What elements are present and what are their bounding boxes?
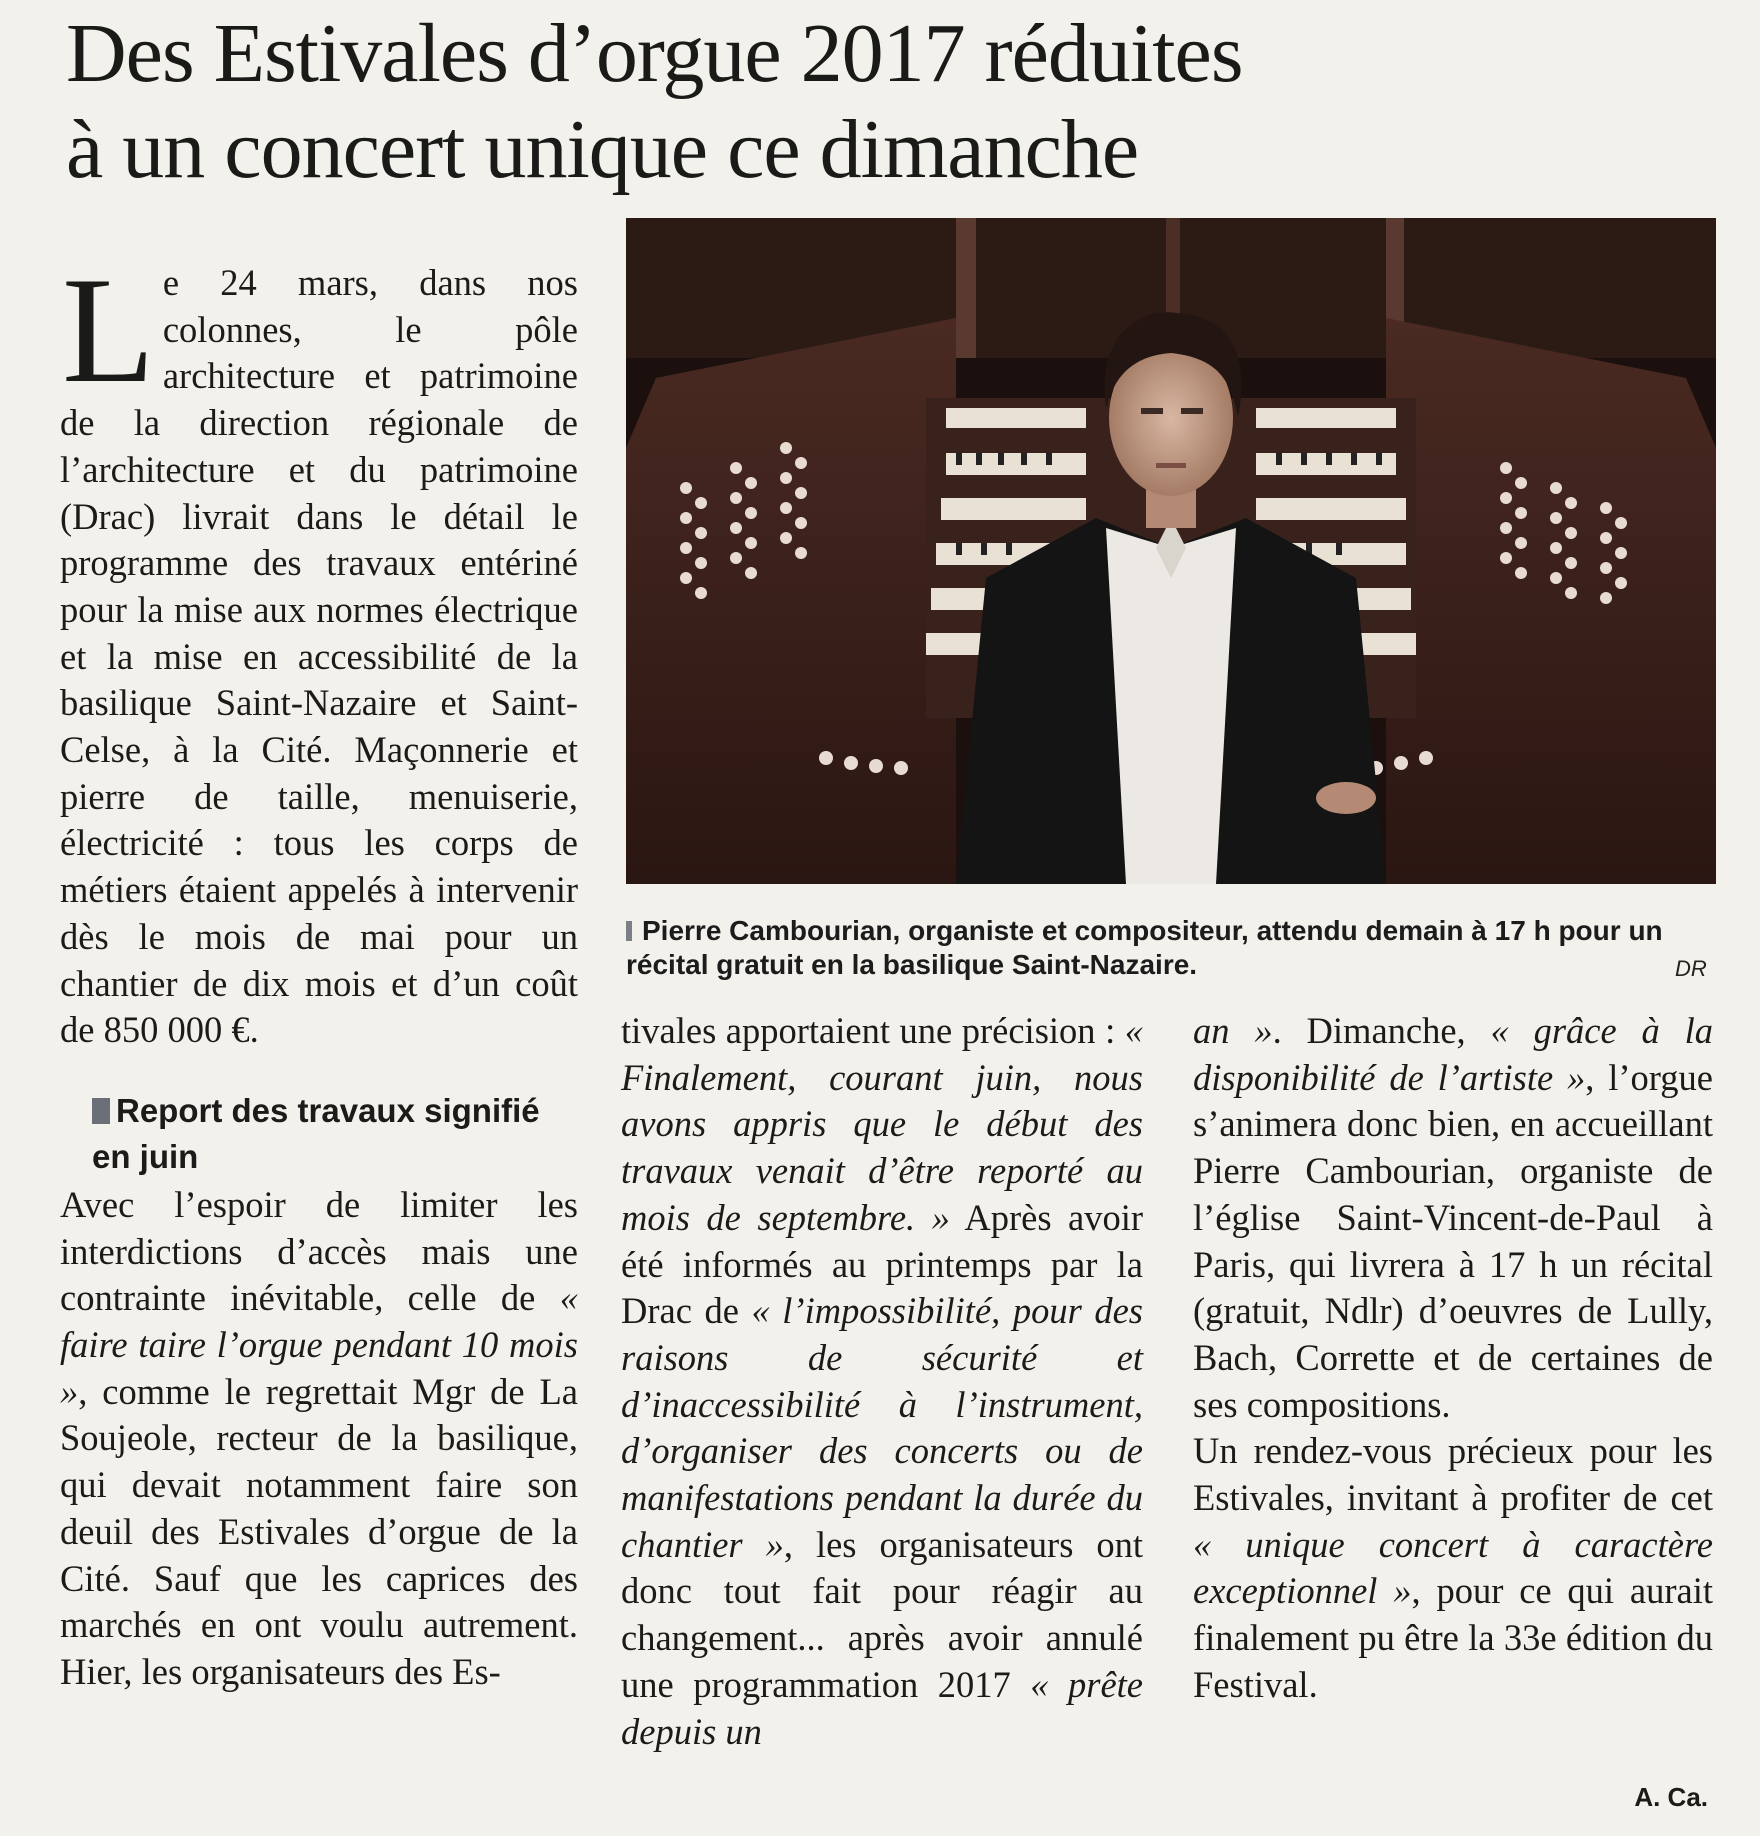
intro-text: e 24 mars, dans nos colonnes, le pôle architecture et patrimoine de la direction régionale de l’architecture et du patrimoine (Drac) livrait dans le détail le programme des travaux entériné pour la mise aux normes électrique et la mise en accessibilité de la basilique Saint-Nazaire et Saint-Celse, à la Cité. Maçonnerie et pierre de taille, menuiserie, électricité : tous les corps de métiers étaient appelés à intervenir dès le mois de mai pour un chantier de dix mois et d’un coût de 850 000 €. <box>60 262 578 1051</box>
headline <box>66 6 1666 198</box>
text-run: , comme le regrettait Mgr de La Soujeole, recteur de la basilique, qui devait notamment faire son deuil des Estivales d’orgue de la Cité. Sauf que les caprices des marchés en ont voulu autrement. Hier, les organisateurs des Es- <box>60 1370 578 1692</box>
paragraph-4 <box>1193 1008 1713 1428</box>
column-3 <box>1193 1008 1713 1709</box>
text-run: , pour ce qui aurait finalement pu être la 33e édition du Festival. <box>1193 1570 1713 1705</box>
quote: « grâce à la disponibilité de l’artiste » <box>1193 1010 1714 1098</box>
quote: « l’impossibilité, pour des raisons de sécurité et d’inaccessibilité à l’instrument, d’organiser des concerts ou de manifestations pendant la durée du chantier » <box>621 1290 1143 1565</box>
text-run: tivales apportaient une précision : <box>621 1010 1125 1051</box>
dropcap: L <box>62 246 155 414</box>
quote: « faire taire l’orgue pendant 10 mois » <box>60 1277 578 1412</box>
organ-console-image <box>626 218 1716 884</box>
text-run: . Dimanche, <box>1272 1010 1491 1051</box>
headline-line-1: Des Estivales d’orgue 2017 réduites <box>66 7 1243 100</box>
paragraph-5 <box>1193 1428 1713 1708</box>
column-2 <box>621 1008 1143 1755</box>
paragraph-2 <box>60 1182 578 1696</box>
text-run: Un rendez-vous précieux pour les Estivales, invitant à profiter de cet <box>1193 1430 1713 1519</box>
paragraph-3 <box>621 1008 1143 1755</box>
caption-marker-icon <box>626 921 632 941</box>
quote: « prête depuis un <box>621 1663 1143 1752</box>
quote: « unique concert à caractère exceptionnel » <box>1193 1523 1713 1612</box>
quote: an » <box>1193 1010 1273 1051</box>
column-1 <box>60 246 578 1696</box>
subheading <box>92 1088 578 1180</box>
author-signature: A. Ca. <box>1634 1782 1708 1812</box>
text-run: , l’orgue s’animera donc bien, en accueillant Pierre Cambourian, organiste de l’église Saint-Vincent-de-Paul à Paris, qui livrera à 17 h un récital (gratuit, Ndlr) d’oeuvres de Lully, Bach, Corrette et de certaines de ses compositions. <box>1193 1056 1713 1425</box>
square-bullet-icon <box>92 1098 110 1124</box>
subheading-text: Report des travaux signifié en juin <box>92 1091 540 1175</box>
intro-paragraph <box>60 246 578 1054</box>
headline-line-2: à un concert unique ce dimanche <box>66 103 1139 196</box>
quote: « Finalement, courant juin, nous avons appris que le début des travaux venait d’être reporté au mois de septembre. » <box>621 1010 1143 1238</box>
organist-photo <box>626 218 1716 884</box>
text-run: , les organisateurs ont donc tout fait pour réagir au changement... après avoir annulé une programmation 2017 <box>621 1523 1143 1705</box>
caption-text: Pierre Cambourian, organiste et compositeur, attendu demain à 17 h pour un récital gratuit en la basilique Saint-Nazaire. <box>626 915 1663 980</box>
photo-caption <box>626 914 1716 982</box>
text-run: Avec l’espoir de limiter les interdictions d’accès mais une contrainte inévitable, celle de <box>60 1183 578 1319</box>
text-run: Après avoir été informés au printemps par la Drac de <box>621 1196 1144 1332</box>
photo-credit: DR <box>1675 956 1707 981</box>
